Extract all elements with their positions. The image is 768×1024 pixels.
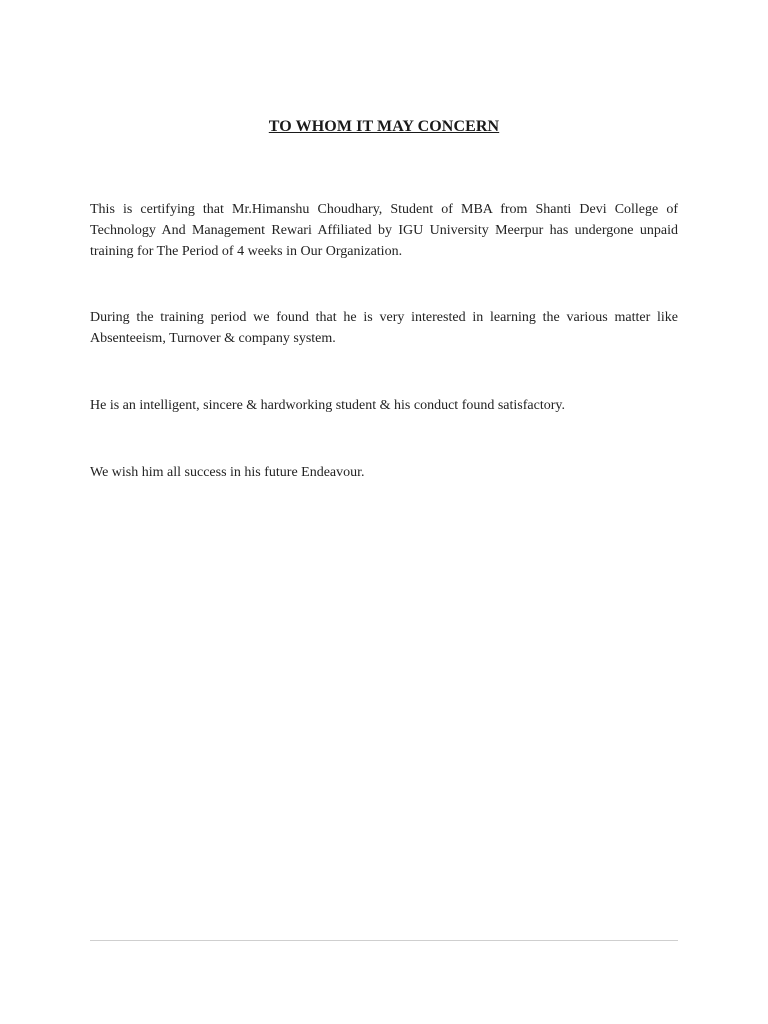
document-title: TO WHOM IT MAY CONCERN bbox=[268, 118, 500, 135]
footer-divider bbox=[90, 940, 678, 941]
paragraph-character: He is an intelligent, sincere & hardworking student & his conduct found satisfactory. bbox=[90, 398, 565, 413]
paragraph-certification: This is certifying that Mr.Himanshu Choudhary, Student of MBA from Shanti Devi College of Technology And Management Rewari Affiliated by IGU University Meerpur has undergone unpaid training for The Period of 4 weeks in Our Organization. bbox=[90, 202, 678, 259]
paragraph-training-observation: During the training period we found that he is very interested in learning the various matter like Absenteeism, Turnover & company system. bbox=[90, 310, 678, 346]
paragraph-wishes: We wish him all success in his future Endeavour. bbox=[90, 465, 365, 480]
